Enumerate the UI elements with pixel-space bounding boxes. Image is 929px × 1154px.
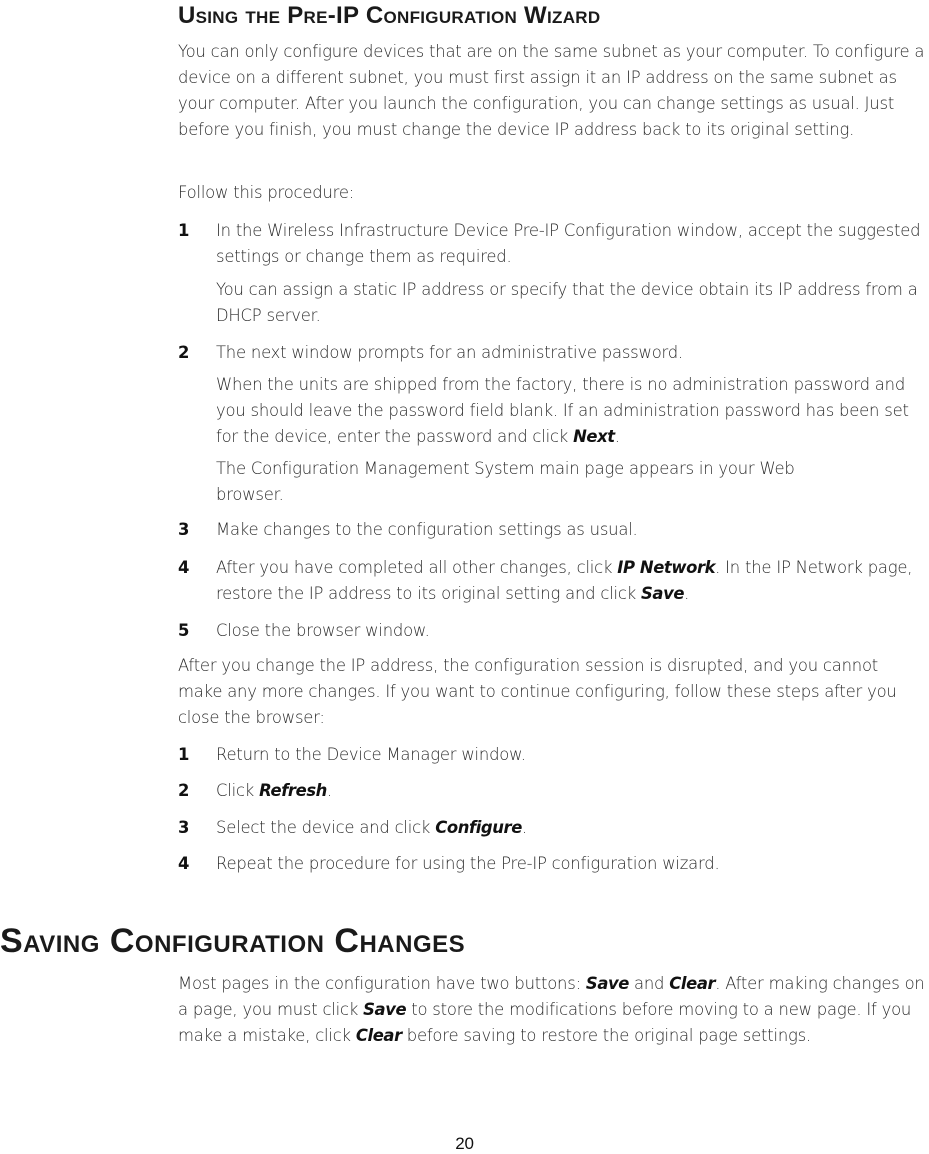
intro-paragraph: You can only configure devices that are on the same subnet as your computer. To configure a device on a different subnet, you must first assign it an IP address on the same subnet as your computer. After you launch the configuration, you can change settings as usual. Just before you finish, you must change the device IP address back to its original setting. <box>178 42 925 139</box>
follow-text: Follow this procedure: <box>178 183 355 202</box>
step-5 <box>178 618 929 644</box>
step-number: 1 <box>178 221 190 240</box>
ui-term-clear: Clear <box>669 974 716 993</box>
text: Most pages in the configuration have two buttons: <box>178 974 586 993</box>
step-2-note-2: The Configuration Management System main page appears in your Web browser. <box>216 459 795 504</box>
page-number: 20 <box>455 1134 474 1153</box>
step-text: Return to the Device Manager window. <box>216 745 526 764</box>
note-text: When the units are shipped from the factory, there is no administration password and you should leave the password field blank. If an administration password has been set for the device, enter the password and click <box>216 375 909 446</box>
step-text: Make changes to the configuration settings as usual. <box>216 520 638 539</box>
text: before saving to restore the original page settings. <box>401 1026 811 1045</box>
ui-term-save: Save <box>585 974 629 993</box>
text: and <box>629 974 670 993</box>
saving-paragraph <box>178 971 929 1049</box>
ui-term-save: Save <box>641 584 685 603</box>
step-1-note: You can assign a static IP address or specify that the device obtain its IP address from a DHCP server. <box>216 280 918 325</box>
step-number: 4 <box>178 854 190 873</box>
note-text: . <box>614 427 620 446</box>
step-1 <box>178 218 929 270</box>
section-heading-pre-ip: Using the Pre-IP Configuration Wizard <box>178 2 601 29</box>
step-number: 1 <box>178 745 190 764</box>
step2-4 <box>178 851 929 877</box>
ui-term-next: Next <box>573 427 615 446</box>
step-number: 4 <box>178 558 190 577</box>
step-number: 5 <box>178 621 190 640</box>
ui-term-ip-network: IP Network <box>617 558 716 577</box>
step-text: . <box>684 584 690 603</box>
step-text: Click <box>216 781 260 800</box>
step-text: . <box>326 781 332 800</box>
ui-term-configure: Configure <box>435 818 522 837</box>
step-2-note <box>216 372 929 450</box>
step-text: . In the IP Network page, restore the IP address to its original setting and click <box>216 558 913 603</box>
step-number: 2 <box>178 343 190 362</box>
step-number: 2 <box>178 781 190 800</box>
step-text: The next window prompts for an administrative password. <box>216 343 684 362</box>
ui-term-save: Save <box>363 1000 407 1019</box>
step2-3 <box>178 815 929 841</box>
step-4 <box>178 555 929 607</box>
step-text: In the Wireless Infrastructure Device Pre-IP Configuration window, accept the suggested settings or change them as required. <box>216 221 921 266</box>
text: to store the modifications before moving to a new page. If you make a mistake, click <box>178 1000 912 1045</box>
ui-term-clear: Clear <box>355 1026 402 1045</box>
step-2 <box>178 340 929 366</box>
step-text: Repeat the procedure for using the Pre-IP configuration wizard. <box>216 854 720 873</box>
step-number: 3 <box>178 520 190 539</box>
section-heading-saving: Saving Configuration Changes <box>0 922 466 960</box>
step2-2 <box>178 778 929 804</box>
after-paragraph: After you change the IP address, the configuration session is disrupted, and you cannot make any more changes. If you want to continue configuring, follow these steps after you close the browser: <box>178 656 897 727</box>
ui-term-refresh: Refresh <box>259 781 327 800</box>
step-text: . <box>521 818 527 837</box>
step-text: Select the device and click <box>216 818 436 837</box>
step-text: Close the browser window. <box>216 621 430 640</box>
step2-1 <box>178 742 929 768</box>
step-3 <box>178 517 929 543</box>
step-number: 3 <box>178 818 190 837</box>
step-text: After you have completed all other changes, click <box>216 558 618 577</box>
text: . After making changes on a page, you must click <box>178 974 925 1019</box>
